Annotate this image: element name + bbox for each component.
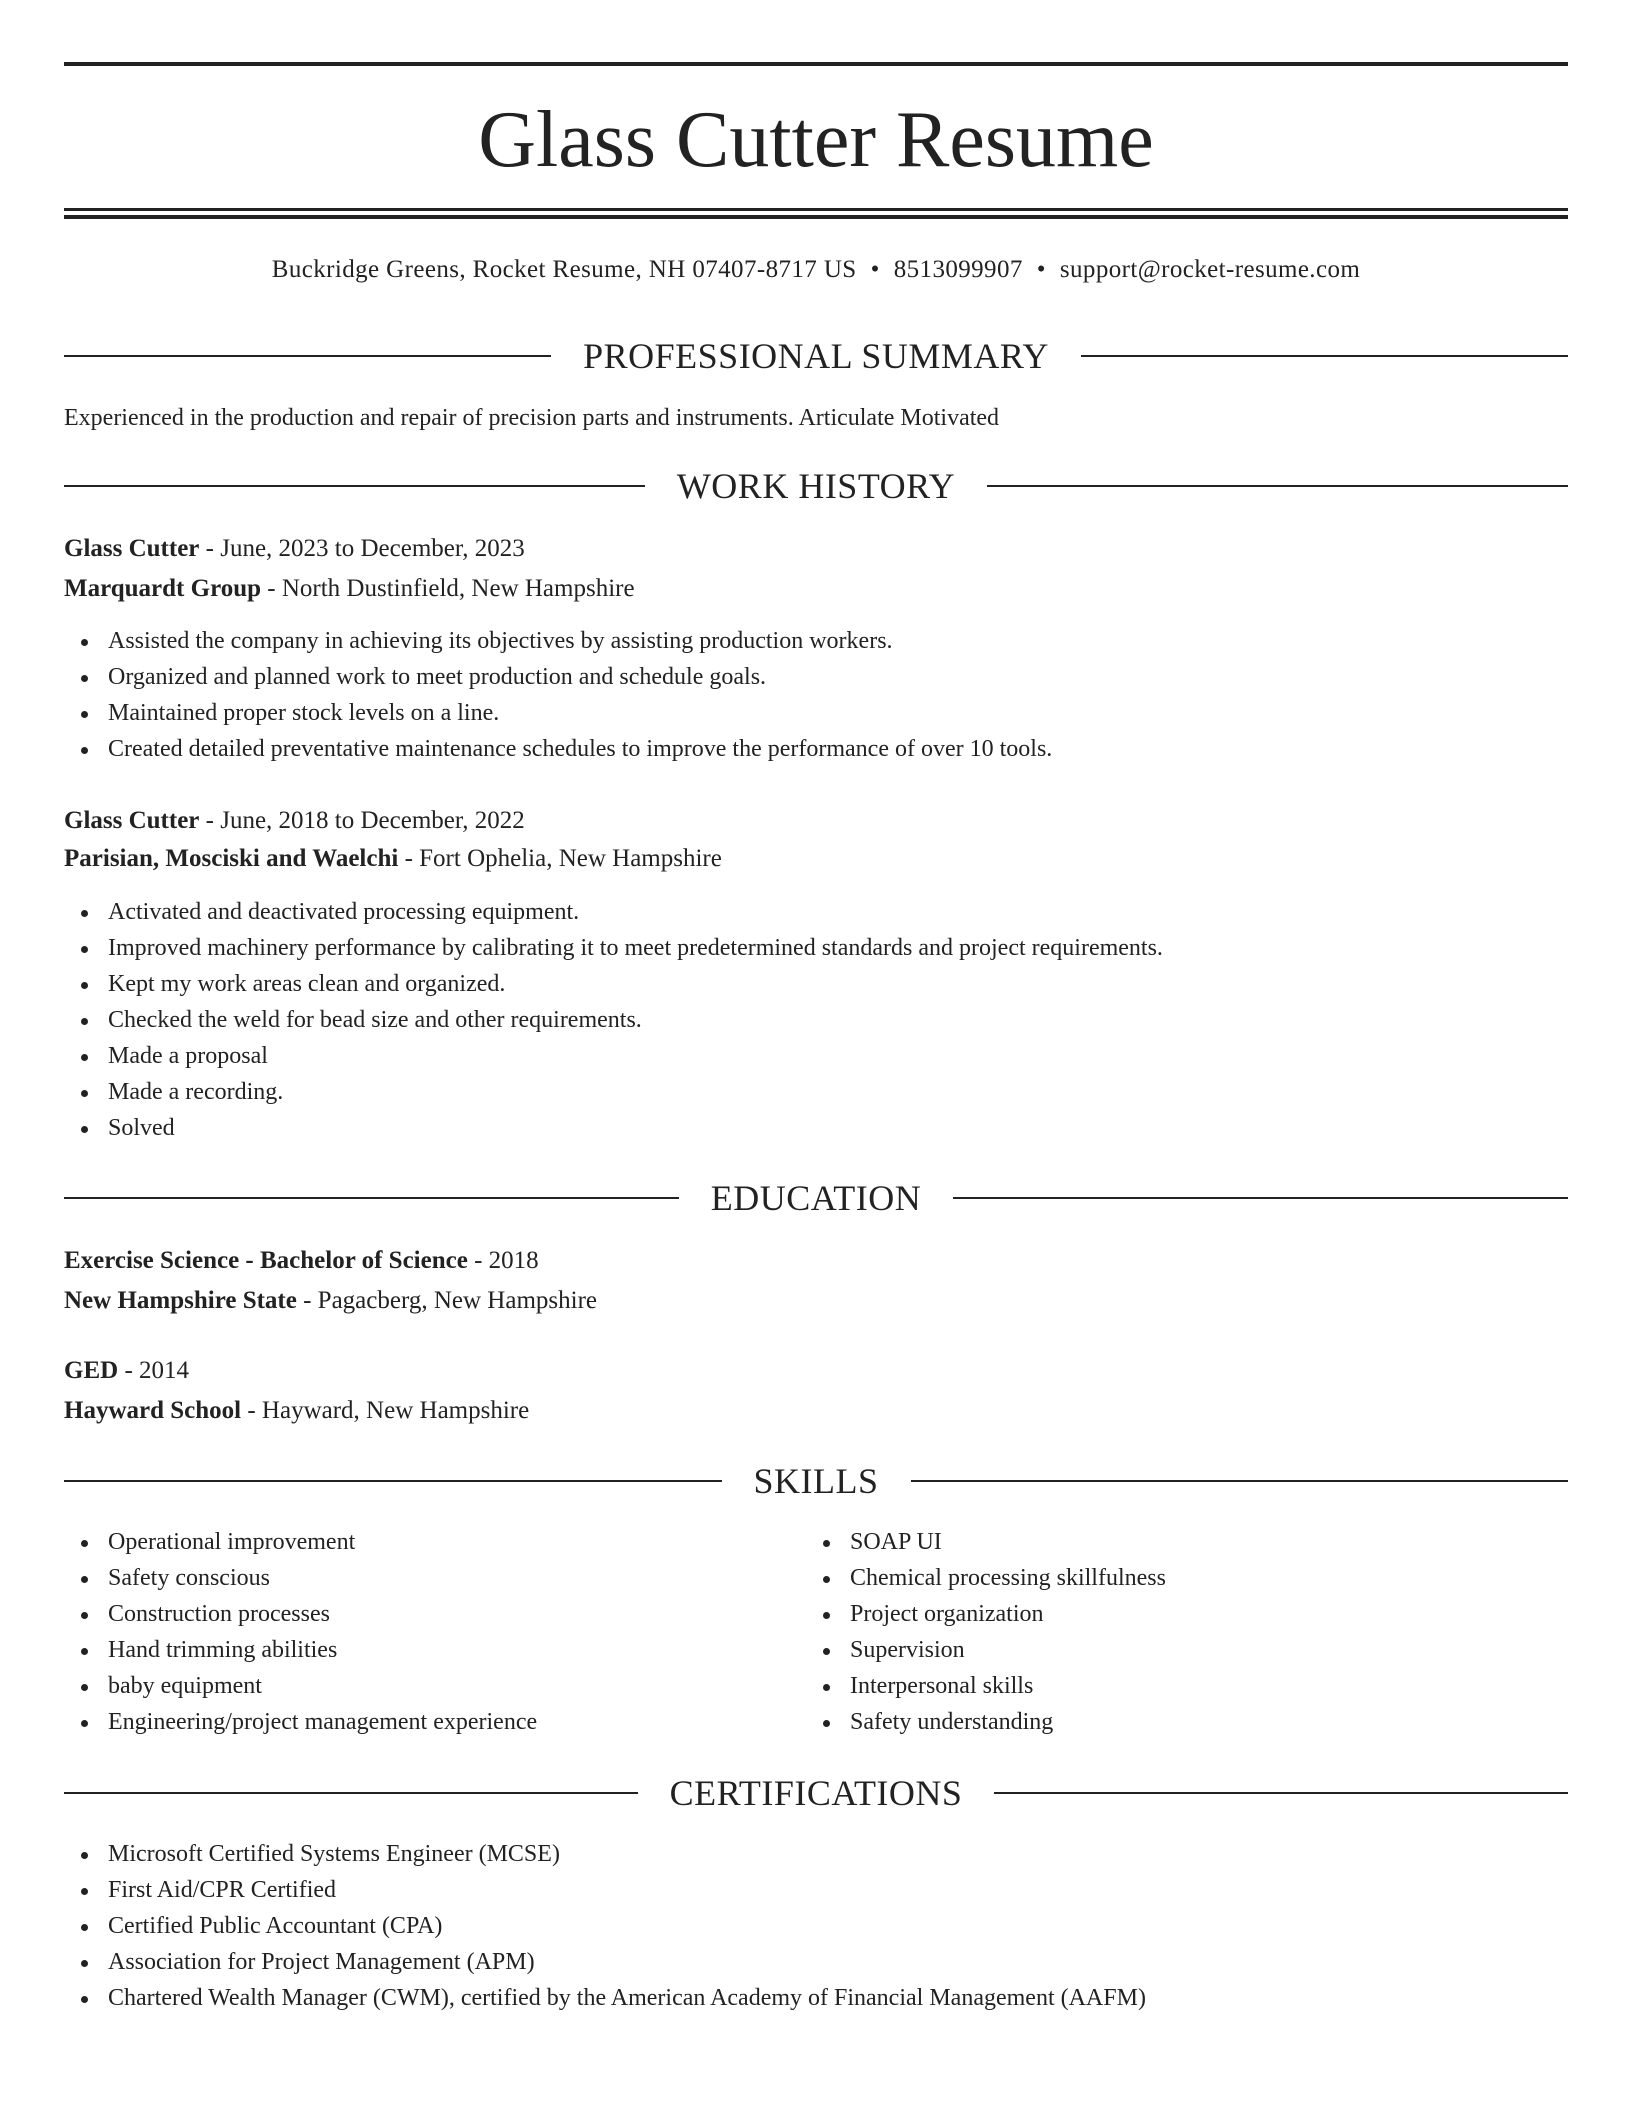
- education-school: Hayward School: [64, 1397, 242, 1424]
- education-year: - 2014: [118, 1357, 190, 1384]
- list-item: Interpersonal skills: [806, 1668, 1166, 1704]
- section-heading-certifications: [64, 1771, 1568, 1815]
- contact-line: [0, 254, 1632, 286]
- list-item: Certified Public Accountant (CPA): [64, 1908, 1146, 1944]
- contact-phone[interactable]: 8513099907: [893, 256, 1023, 283]
- list-item: Operational improvement: [64, 1524, 537, 1560]
- job-company: Marquardt Group: [64, 575, 262, 602]
- title-double-rule-bottom: [64, 215, 1568, 219]
- list-item: SOAP UI: [806, 1524, 1166, 1560]
- skills-list-right: [806, 1524, 1166, 1740]
- job-dates: - June, 2023 to December, 2023: [199, 535, 525, 562]
- list-item: Solved: [64, 1110, 1163, 1146]
- job-dates: - June, 2018 to December, 2022: [199, 807, 525, 834]
- summary-text: Experienced in the production and repair of precision parts and instruments. Articulate Motivated: [64, 405, 1000, 431]
- list-item: Construction processes: [64, 1596, 537, 1632]
- list-item: Association for Project Management (APM): [64, 1944, 1146, 1980]
- heading-rule-left: [64, 355, 551, 357]
- job-duties-list: [64, 623, 1052, 767]
- education-degree-line: [64, 1355, 189, 1387]
- list-item: Activated and deactivated processing equipment.: [64, 894, 1163, 930]
- list-item: Safety conscious: [64, 1560, 537, 1596]
- certifications-list: [64, 1836, 1146, 2016]
- list-item: Assisted the company in achieving its objectives by assisting production workers.: [64, 623, 1052, 659]
- job-company-line: [64, 573, 635, 605]
- list-item: Maintained proper stock levels on a line.: [64, 695, 1052, 731]
- list-item: Improved machinery performance by calibrating it to meet predetermined standards and project requirements.: [64, 930, 1163, 966]
- section-heading-skills: [64, 1459, 1568, 1503]
- heading-rule-left: [64, 1792, 638, 1794]
- list-item: Microsoft Certified Systems Engineer (MCSE): [64, 1836, 1146, 1872]
- heading-rule-right: [1081, 355, 1568, 357]
- education-degree-line: [64, 1245, 539, 1277]
- list-item: Project organization: [806, 1596, 1166, 1632]
- section-title: EDUCATION: [710, 1178, 922, 1218]
- list-item: Chartered Wealth Manager (CWM), certified by the American Academy of Financial Management (AAFM): [64, 1980, 1146, 2016]
- list-item: Chemical processing skillfulness: [806, 1560, 1166, 1596]
- section-heading-work-history: [64, 464, 1568, 508]
- list-item: Kept my work areas clean and organized.: [64, 966, 1163, 1002]
- job-title: Glass Cutter: [64, 535, 200, 562]
- list-item: Hand trimming abilities: [64, 1632, 537, 1668]
- job-location: - Fort Ophelia, New Hampshire: [398, 845, 722, 872]
- list-item: Organized and planned work to meet production and schedule goals.: [64, 659, 1052, 695]
- section-title: CERTIFICATIONS: [669, 1773, 963, 1813]
- job-company-line: [64, 843, 722, 875]
- heading-rule-left: [64, 1480, 722, 1482]
- section-heading-education: [64, 1176, 1568, 1220]
- job-company: Parisian, Mosciski and Waelchi: [64, 845, 399, 872]
- heading-rule-left: [64, 1197, 679, 1199]
- education-school: New Hampshire State: [64, 1287, 297, 1314]
- heading-rule-left: [64, 485, 645, 487]
- contact-separator: •: [870, 256, 880, 283]
- list-item: baby equipment: [64, 1668, 537, 1704]
- list-item: First Aid/CPR Certified: [64, 1872, 1146, 1908]
- education-degree: GED: [64, 1357, 119, 1384]
- list-item: Supervision: [806, 1632, 1166, 1668]
- skills-list-left: [64, 1524, 537, 1740]
- resume-title: Glass Cutter Resume: [478, 96, 1154, 184]
- job-title-line: [64, 533, 525, 565]
- contact-email[interactable]: support@rocket-resume.com: [1059, 256, 1361, 283]
- job-duties-list: [64, 894, 1163, 1146]
- list-item: Made a proposal: [64, 1038, 1163, 1074]
- education-location: - Hayward, New Hampshire: [241, 1397, 530, 1424]
- education-school-line: [64, 1395, 529, 1427]
- heading-rule-right: [994, 1792, 1568, 1794]
- list-item: Created detailed preventative maintenance schedules to improve the performance of over 10 tools.: [64, 731, 1052, 767]
- top-rule: [64, 62, 1568, 66]
- contact-separator: •: [1036, 256, 1046, 283]
- section-title: PROFESSIONAL SUMMARY: [583, 336, 1049, 376]
- job-title-line: [64, 805, 525, 837]
- section-title: WORK HISTORY: [676, 466, 956, 506]
- list-item: Engineering/project management experience: [64, 1704, 537, 1740]
- job-location: - North Dustinfield, New Hampshire: [261, 575, 635, 602]
- heading-rule-right: [911, 1480, 1569, 1482]
- contact-address: Buckridge Greens, Rocket Resume, NH 07407-8717 US: [271, 256, 857, 283]
- education-degree: Exercise Science - Bachelor of Science: [64, 1247, 468, 1274]
- job-title: Glass Cutter: [64, 807, 200, 834]
- list-item: Safety understanding: [806, 1704, 1166, 1740]
- education-school-line: [64, 1285, 597, 1317]
- heading-rule-right: [953, 1197, 1568, 1199]
- list-item: Checked the weld for bead size and other requirements.: [64, 1002, 1163, 1038]
- list-item: Made a recording.: [64, 1074, 1163, 1110]
- title-double-rule-top: [64, 208, 1568, 211]
- heading-rule-right: [987, 485, 1568, 487]
- education-location: - Pagacberg, New Hampshire: [296, 1287, 597, 1314]
- education-year: - 2018: [467, 1247, 539, 1274]
- section-title: SKILLS: [753, 1461, 879, 1501]
- section-heading-summary: [64, 334, 1568, 378]
